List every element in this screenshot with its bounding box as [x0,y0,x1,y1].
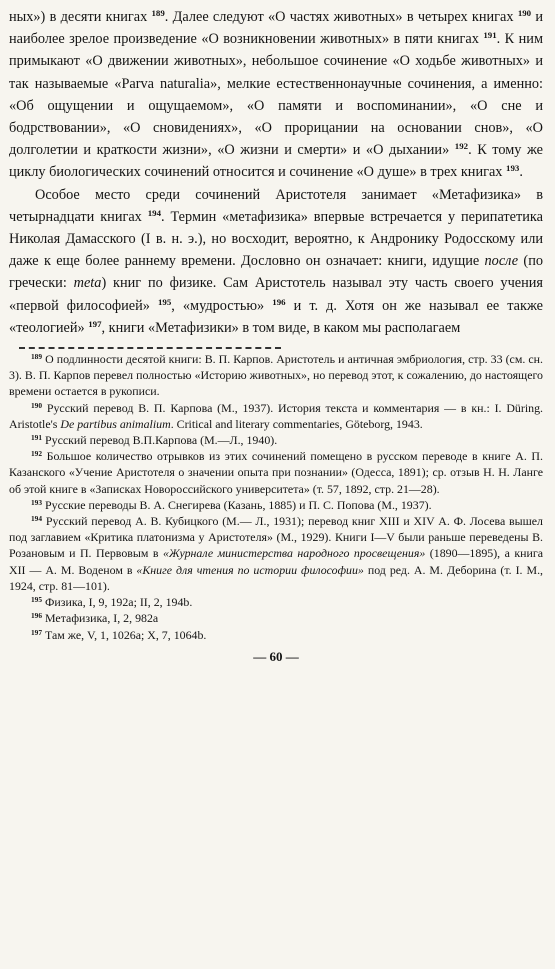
footnotes [9,351,543,643]
footnote-ref-193[interactable]: 193 [506,163,520,174]
footnote-ref-191[interactable]: 191 [483,30,497,41]
footnote-ref-192[interactable]: 192 [454,141,469,152]
footnote-196: $^{196}$ Метафизика, I, 2, 982a [31,611,159,626]
footnote-194: $^{194}$ Русский перевод А. В. Кубицкого (М.— Л., 1931); перевод книг XIII и XIV А. Ф. Лосева вышел под заглавием «Критика платонизма у Аристотеля» (М., 1929). Книги I—V были раньше переведены В. Розановым и П. Первовым в «Журнале министерства народного просвещения» (1890—1895), а книга XII — А. М. Воденом в «Книге для чтения по истории философии» под ред. А. М. Деборина (т. I. М., 1924, стр. 81—101). [9,514,544,593]
footnote-197: $^{197}$ Там же, V, 1, 1026a; X, 7, 1064b. [31,627,207,642]
footnote-separator [19,347,281,349]
footnote-190: $^{190}$ Русский перевод В. П. Карпова (М., 1937). История текста и комментария — в кн.: I. Düring. Aristotle's De partibus animalium. Critical and literary commentaries, Göteborg, 1943. [9,400,543,431]
italic-word-posle: после [484,253,519,270]
footnote-192: $^{192}$ Большое количество отрывков из этих сочинений помещено в русском переводе в книге А. П. Казанского «Учение Аристотеля о значении опыта при познании» (Одесса, 1891); ср. отзыв Н. Н. Ланге об этой книге в «Записках Новороссийского университета» (т. 57, 1892, стр. 21—28). [9,449,543,496]
footnote-ref-189[interactable]: 189 [151,8,165,19]
footnote-191: $^{191}$ Русский перевод В.П.Карпова (М.—Л., 1940). [31,433,278,448]
page-number: — 60 — [253,648,299,664]
paragraph-metaphysics: Особое место среди сочинений Аристотеля занимает «Метафизика» в четырнадцати книгах $^{194}$. Термин «метафизика» впервые встречается у перипатетика Николая Дамасского (I в. н. э.), но восходит, вероятно, к Андронику Родосскому или даже к еще более раннему времени. Дословно он означает: книги, идущие после (по гречески: meta) книг по физике. Сам Аристотель называл эту часть своего учения «первой философией» $^{195}$, «мудростью» $^{196}$ и т. д. Хотя он же называл ее также «теологией» $^{197}$, книги «Метафизики» в том виде, в каком мы располагаем [9,186,543,336]
footnote-ref-194[interactable]: 194 [147,207,162,218]
footnote-ref-195[interactable]: 195 [157,296,172,307]
footnote-189: $^{189}$ О подлинности десятой книги: В. П. Карпов. Аристотель и античная эмбриология, стр. 33 (см. сн. 3). В. П. Карпов перевел полностью «Историю животных», но перевод этот, к сожалению, до настоящего времени остается в рукописи. [9,352,543,399]
main-text [9,6,543,339]
footnote-ref-197[interactable]: 197 [88,318,102,329]
italic-word-meta: meta [73,275,102,292]
footnote-195: $^{195}$ Физика, I, 9, 192a; II, 2, 194b. [31,595,193,610]
footnote-ref-196[interactable]: 196 [272,296,286,307]
paragraph-biological-works: ных») в десяти книгах $^{189}$. Далее следуют «О частях животных» в четырех книгах $^{190}$ и наиболее зрелое произведение «О возникновении животных» в пяти книгах $^{191}$. К ним примыкают «О движении животных», небольшое сочинение «О ходьбе животных» и так называемые «Parva naturalia», мелкие естественнонаучные сочинения, а именно: «Об ощущении и ощущаемом», «О памяти и воспоминании», «О сне и бодрствовании», «О сновидениях», «О прорицании на основании снов», «О долголетии и краткости жизни», «О жизни и смерти» и «О дыхании» $^{192}$. К тому же циклу биологических сочинений относится и сочинение «О душе» в трех книгах $^{193}$. [9,8,544,181]
footnote-193: $^{193}$ Русские переводы В. А. Снегирева (Казань, 1885) и П. С. Попова (М., 1937). [31,497,432,512]
footnote-ref-190[interactable]: 190 [517,8,532,19]
